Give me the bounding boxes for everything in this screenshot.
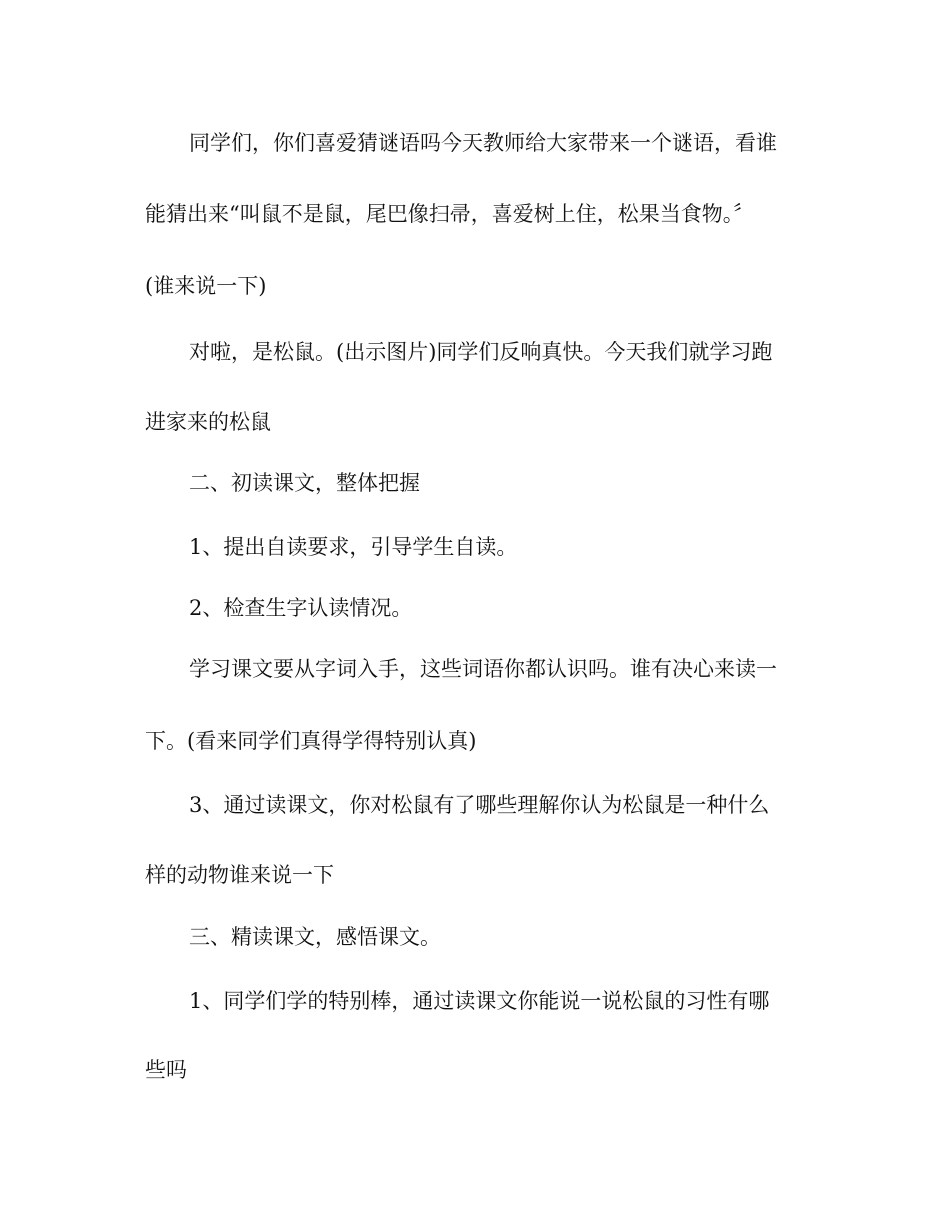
text-line: 下。(看来同学们真得学得特别认真) xyxy=(145,729,477,753)
text-line: 能猜出来“叫鼠不是鼠，尾巴像扫帚，喜爱树上住，松果当食物。〞 xyxy=(145,202,755,226)
text-line: 些吗 xyxy=(145,1058,187,1082)
text-line: 3、通过读课文，你对松鼠有了哪些理解你认为松鼠是一种什么 xyxy=(189,793,770,817)
section-heading: 二、初读课文，整体把握 xyxy=(189,471,420,495)
text-line: 同学们，你们喜爱猜谜语吗今天教师给大家带来一个谜语，看谁 xyxy=(189,131,777,155)
text-line: 1、提出自读要求，引导学生自读。 xyxy=(189,535,518,559)
text-line: 2、检查生字认读情况。 xyxy=(189,596,413,620)
section-heading: 三、精读课文，感悟课文。 xyxy=(189,925,441,949)
text-line: 1、同学们学的特别棒，通过读课文你能说一说松鼠的习性有哪 xyxy=(189,989,770,1013)
text-line: (谁来说一下) xyxy=(145,274,267,298)
text-line: 样的动物谁来说一下 xyxy=(145,863,334,887)
text-line: 对啦，是松鼠。(出示图片)同学们反响真快。今天我们就学习跑 xyxy=(189,340,773,364)
text-line: 进家来的松鼠 xyxy=(145,410,271,434)
text-line: 学习课文要从字词入手，这些词语你都认识吗。谁有决心来读一 xyxy=(189,657,777,681)
